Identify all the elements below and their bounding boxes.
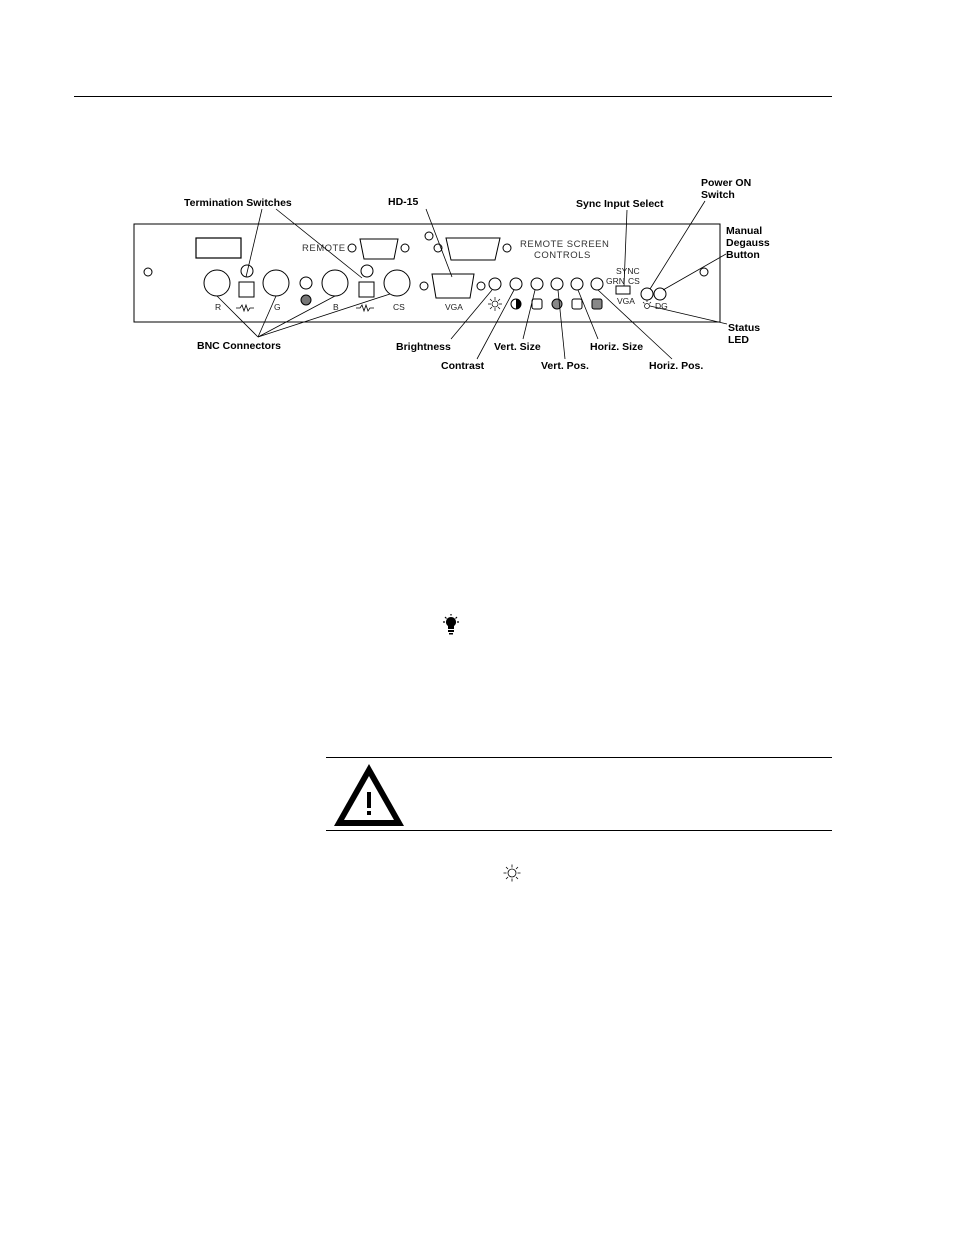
resistor-icon xyxy=(356,305,374,311)
contrast-knob xyxy=(510,278,522,290)
contrast-icon xyxy=(511,299,521,309)
vert-pos-icon xyxy=(552,299,562,309)
remote-screen-label-2: CONTROLS xyxy=(534,250,591,261)
vga-screw xyxy=(420,282,428,290)
led-icon xyxy=(643,300,651,309)
callout-contrast: Contrast xyxy=(441,360,485,372)
horiz-size-knob xyxy=(571,278,583,290)
bnc-g xyxy=(263,270,289,296)
brightness-knob xyxy=(489,278,501,290)
horiz-pos-icon xyxy=(592,299,602,309)
remote-db9-connector xyxy=(360,239,398,259)
callout-termination-switches: Termination Switches xyxy=(184,197,292,209)
mounting-hole-left xyxy=(144,268,152,276)
resistor-icon xyxy=(236,305,254,311)
callout-horiz-size: Horiz. Size xyxy=(590,341,644,353)
vga-screw xyxy=(477,282,485,290)
sync-select-switch xyxy=(616,286,630,294)
horiz-size-icon xyxy=(572,299,582,309)
leader-lines xyxy=(217,201,727,359)
callout-brightness: Brightness xyxy=(396,341,451,353)
warning-bottom-rule xyxy=(326,830,832,831)
sync-vga-label: VGA xyxy=(617,296,635,306)
bnc-b-label: B xyxy=(333,302,339,312)
bnc-g-label: G xyxy=(274,302,281,312)
callout-vert-size: Vert. Size xyxy=(494,341,541,353)
rear-panel-diagram xyxy=(0,0,954,400)
callout-degauss-1: Manual xyxy=(726,225,763,237)
power-switch xyxy=(641,288,653,300)
lightbulb-icon xyxy=(440,614,462,636)
horiz-pos-knob xyxy=(591,278,603,290)
remote-label: REMOTE xyxy=(302,243,346,254)
warning-triangle-icon xyxy=(332,762,406,828)
callout-hd15: HD-15 xyxy=(388,196,419,208)
callout-degauss-3: Button xyxy=(726,249,760,261)
bnc-r xyxy=(204,270,230,296)
callout-vert-pos: Vert. Pos. xyxy=(541,360,589,372)
degauss-button xyxy=(654,288,666,300)
cs-label: CS xyxy=(628,276,640,286)
bnc-cs-label: CS xyxy=(393,302,405,312)
vert-size-icon xyxy=(532,299,542,309)
remote-screw xyxy=(401,244,409,252)
screw xyxy=(425,232,433,240)
screw xyxy=(503,244,511,252)
termination-switch-1 xyxy=(239,282,254,297)
callout-horiz-pos: Horiz. Pos. xyxy=(649,360,704,372)
sun-icon xyxy=(503,864,521,882)
termination-switch-2 xyxy=(359,282,374,297)
mounting-hole-right xyxy=(700,268,708,276)
vert-pos-knob xyxy=(551,278,563,290)
remote-screen-controls-connector xyxy=(446,238,500,260)
vga-connector xyxy=(432,274,474,298)
warning-top-rule xyxy=(326,757,832,758)
label-plate xyxy=(196,238,241,258)
termination-symbol-icon xyxy=(241,265,253,277)
termination-symbol-icon xyxy=(361,265,373,277)
callout-status-led-1: Status xyxy=(728,322,761,334)
callout-degauss-2: Degauss xyxy=(726,237,770,249)
callout-status-led-2: LED xyxy=(728,334,749,346)
vert-size-knob xyxy=(531,278,543,290)
callout-power-on-1: Power ON xyxy=(701,177,752,189)
bnc-b xyxy=(322,270,348,296)
callout-sync-input-select: Sync Input Select xyxy=(576,198,664,210)
vga-label: VGA xyxy=(445,302,463,312)
sun-icon xyxy=(488,297,502,311)
callout-bnc-connectors: BNC Connectors xyxy=(197,340,282,352)
ground-icon xyxy=(301,295,311,305)
grn-label: GRN xyxy=(606,276,625,286)
bnc-r-label: R xyxy=(215,302,222,312)
small-port xyxy=(300,277,312,289)
sync-label: SYNC xyxy=(616,266,640,276)
dg-label: DG xyxy=(655,301,668,311)
bnc-cs xyxy=(384,270,410,296)
remote-screw xyxy=(348,244,356,252)
remote-screen-label-1: REMOTE SCREEN xyxy=(520,239,610,250)
callout-power-on-2: Switch xyxy=(701,189,735,201)
